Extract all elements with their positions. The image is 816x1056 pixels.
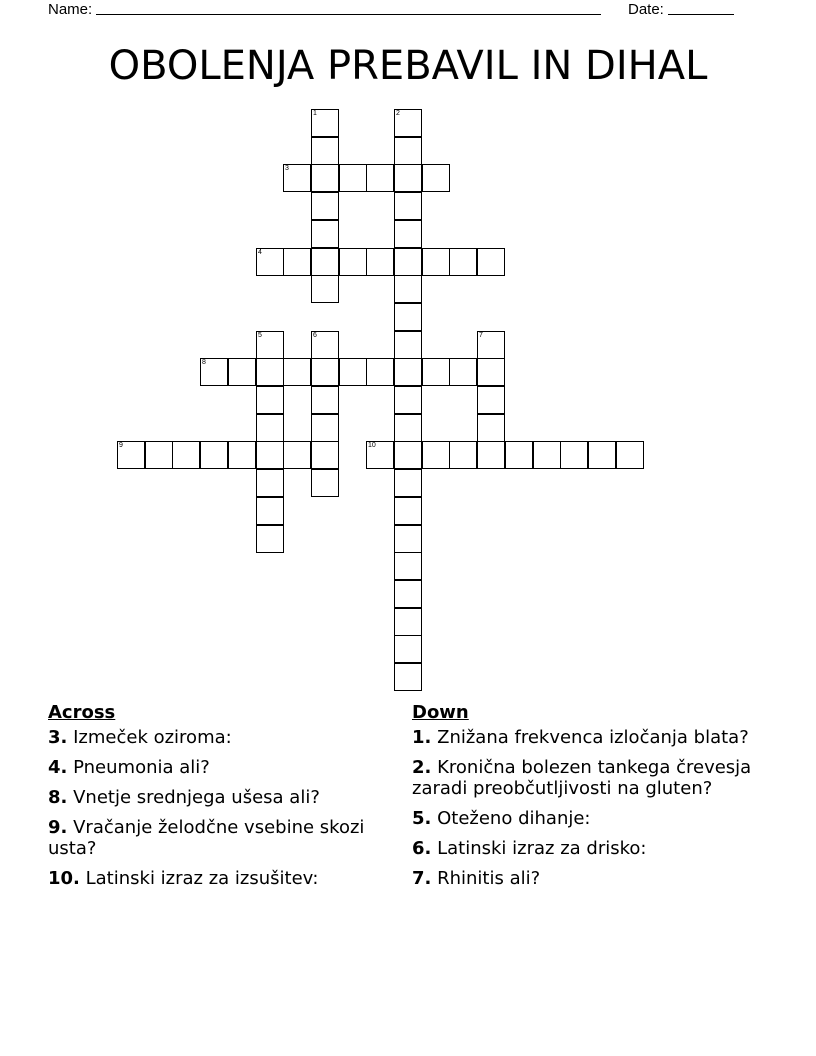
grid-cell[interactable] bbox=[256, 441, 284, 469]
grid-cell[interactable] bbox=[256, 497, 284, 525]
clue-down-7: 7. Rhinitis ali? bbox=[412, 868, 541, 889]
grid-cell[interactable] bbox=[394, 137, 422, 165]
grid-cell[interactable] bbox=[228, 441, 256, 469]
grid-cell[interactable] bbox=[311, 164, 339, 192]
grid-cell[interactable] bbox=[449, 441, 477, 469]
clue-number: 5 bbox=[258, 332, 262, 339]
grid-cell[interactable] bbox=[394, 469, 422, 497]
grid-cell[interactable] bbox=[422, 441, 450, 469]
grid-cell[interactable] bbox=[477, 414, 505, 442]
date-label: Date: bbox=[628, 1, 664, 18]
clue-down-1: 1. Znižana frekvenca izločanja blata? bbox=[412, 727, 749, 748]
grid-cell[interactable] bbox=[256, 414, 284, 442]
grid-cell[interactable] bbox=[311, 248, 339, 276]
clue-number: 3 bbox=[285, 165, 289, 172]
grid-cell[interactable] bbox=[366, 358, 394, 386]
clue-across-4: 4. Pneumonia ali? bbox=[48, 757, 210, 778]
grid-cell[interactable] bbox=[311, 441, 339, 469]
grid-cell[interactable] bbox=[172, 441, 200, 469]
grid-cell[interactable] bbox=[283, 358, 311, 386]
clue-number: 4 bbox=[258, 249, 262, 256]
grid-cell[interactable] bbox=[394, 303, 422, 331]
grid-cell[interactable] bbox=[422, 248, 450, 276]
grid-cell[interactable] bbox=[422, 358, 450, 386]
grid-cell[interactable] bbox=[394, 552, 422, 580]
clue-number: 1 bbox=[313, 110, 317, 117]
grid-cell[interactable] bbox=[394, 109, 422, 137]
grid-cell[interactable] bbox=[616, 441, 644, 469]
grid-cell[interactable] bbox=[560, 441, 588, 469]
grid-cell[interactable] bbox=[477, 386, 505, 414]
clue-across-8: 8. Vnetje srednjega ušesa ali? bbox=[48, 787, 320, 808]
clue-down-2: 2. Kronična bolezen tankega črevesja zaradi preobčutljivosti na gluten? bbox=[412, 757, 752, 799]
grid-cell[interactable] bbox=[394, 220, 422, 248]
clue-number: 6 bbox=[313, 332, 317, 339]
grid-cell[interactable] bbox=[366, 164, 394, 192]
grid-cell[interactable] bbox=[533, 441, 561, 469]
grid-cell[interactable] bbox=[256, 386, 284, 414]
grid-cell[interactable] bbox=[449, 358, 477, 386]
grid-cell[interactable] bbox=[422, 164, 450, 192]
grid-cell[interactable] bbox=[311, 358, 339, 386]
grid-cell[interactable] bbox=[311, 220, 339, 248]
clue-number: 7 bbox=[479, 332, 483, 339]
clue-down-6: 6. Latinski izraz za drisko: bbox=[412, 838, 647, 859]
across-clues bbox=[48, 702, 388, 898]
grid-cell[interactable] bbox=[339, 164, 367, 192]
grid-cell[interactable] bbox=[256, 358, 284, 386]
grid-cell[interactable] bbox=[394, 192, 422, 220]
grid-cell[interactable] bbox=[394, 580, 422, 608]
grid-cell[interactable] bbox=[311, 137, 339, 165]
clue-number: 8 bbox=[202, 359, 206, 366]
grid-cell[interactable] bbox=[394, 386, 422, 414]
grid-cell[interactable] bbox=[311, 414, 339, 442]
grid-cell[interactable] bbox=[311, 331, 339, 359]
grid-cell[interactable] bbox=[394, 331, 422, 359]
grid-cell[interactable] bbox=[339, 248, 367, 276]
grid-cell[interactable] bbox=[505, 441, 533, 469]
clue-across-9: 9. Vračanje želodčne vsebine skozi usta? bbox=[48, 817, 365, 859]
grid-cell[interactable] bbox=[366, 248, 394, 276]
clue-number: 10 bbox=[368, 442, 376, 449]
grid-cell[interactable] bbox=[311, 192, 339, 220]
grid-cell[interactable] bbox=[256, 469, 284, 497]
grid-cell[interactable] bbox=[283, 441, 311, 469]
across-heading: Across bbox=[48, 702, 116, 723]
grid-cell[interactable] bbox=[394, 358, 422, 386]
page-title: OBOLENJA PREBAVIL IN DIHAL bbox=[108, 43, 708, 89]
grid-cell[interactable] bbox=[394, 275, 422, 303]
grid-cell[interactable] bbox=[228, 358, 256, 386]
grid-cell[interactable] bbox=[394, 663, 422, 691]
clue-across-3: 3. Izmeček oziroma: bbox=[48, 727, 232, 748]
clue-across-10: 10. Latinski izraz za izsušitev: bbox=[48, 868, 319, 889]
grid-cell[interactable] bbox=[339, 358, 367, 386]
grid-cell[interactable] bbox=[394, 164, 422, 192]
grid-cell[interactable] bbox=[256, 331, 284, 359]
grid-cell[interactable] bbox=[477, 248, 505, 276]
grid-cell[interactable] bbox=[394, 441, 422, 469]
name-label: Name: bbox=[48, 1, 93, 18]
clue-down-5: 5. Oteženo dihanje: bbox=[412, 808, 591, 829]
grid-cell[interactable] bbox=[477, 441, 505, 469]
grid-cell[interactable] bbox=[283, 164, 311, 192]
grid-cell[interactable] bbox=[394, 414, 422, 442]
grid-cell[interactable] bbox=[117, 441, 145, 469]
grid-cell[interactable] bbox=[311, 386, 339, 414]
grid-cell[interactable] bbox=[200, 441, 228, 469]
grid-cell[interactable] bbox=[145, 441, 173, 469]
grid-cell[interactable] bbox=[477, 358, 505, 386]
clue-number: 2 bbox=[396, 110, 400, 117]
grid-cell[interactable] bbox=[394, 608, 422, 636]
grid-cell[interactable] bbox=[311, 109, 339, 137]
grid-cell[interactable] bbox=[256, 525, 284, 553]
down-heading: Down bbox=[412, 702, 469, 723]
grid-cell[interactable] bbox=[394, 248, 422, 276]
grid-cell[interactable] bbox=[394, 525, 422, 553]
grid-cell[interactable] bbox=[588, 441, 616, 469]
grid-cell[interactable] bbox=[283, 248, 311, 276]
grid-cell[interactable] bbox=[477, 331, 505, 359]
grid-cell[interactable] bbox=[366, 441, 394, 469]
grid-cell[interactable] bbox=[311, 469, 339, 497]
grid-cell[interactable] bbox=[256, 248, 284, 276]
grid-cell[interactable] bbox=[394, 635, 422, 663]
grid-cell[interactable] bbox=[449, 248, 477, 276]
clue-number: 9 bbox=[119, 442, 123, 449]
grid-cell[interactable] bbox=[200, 358, 228, 386]
grid-cell[interactable] bbox=[311, 275, 339, 303]
down-clues bbox=[412, 702, 772, 898]
grid-cell[interactable] bbox=[394, 497, 422, 525]
